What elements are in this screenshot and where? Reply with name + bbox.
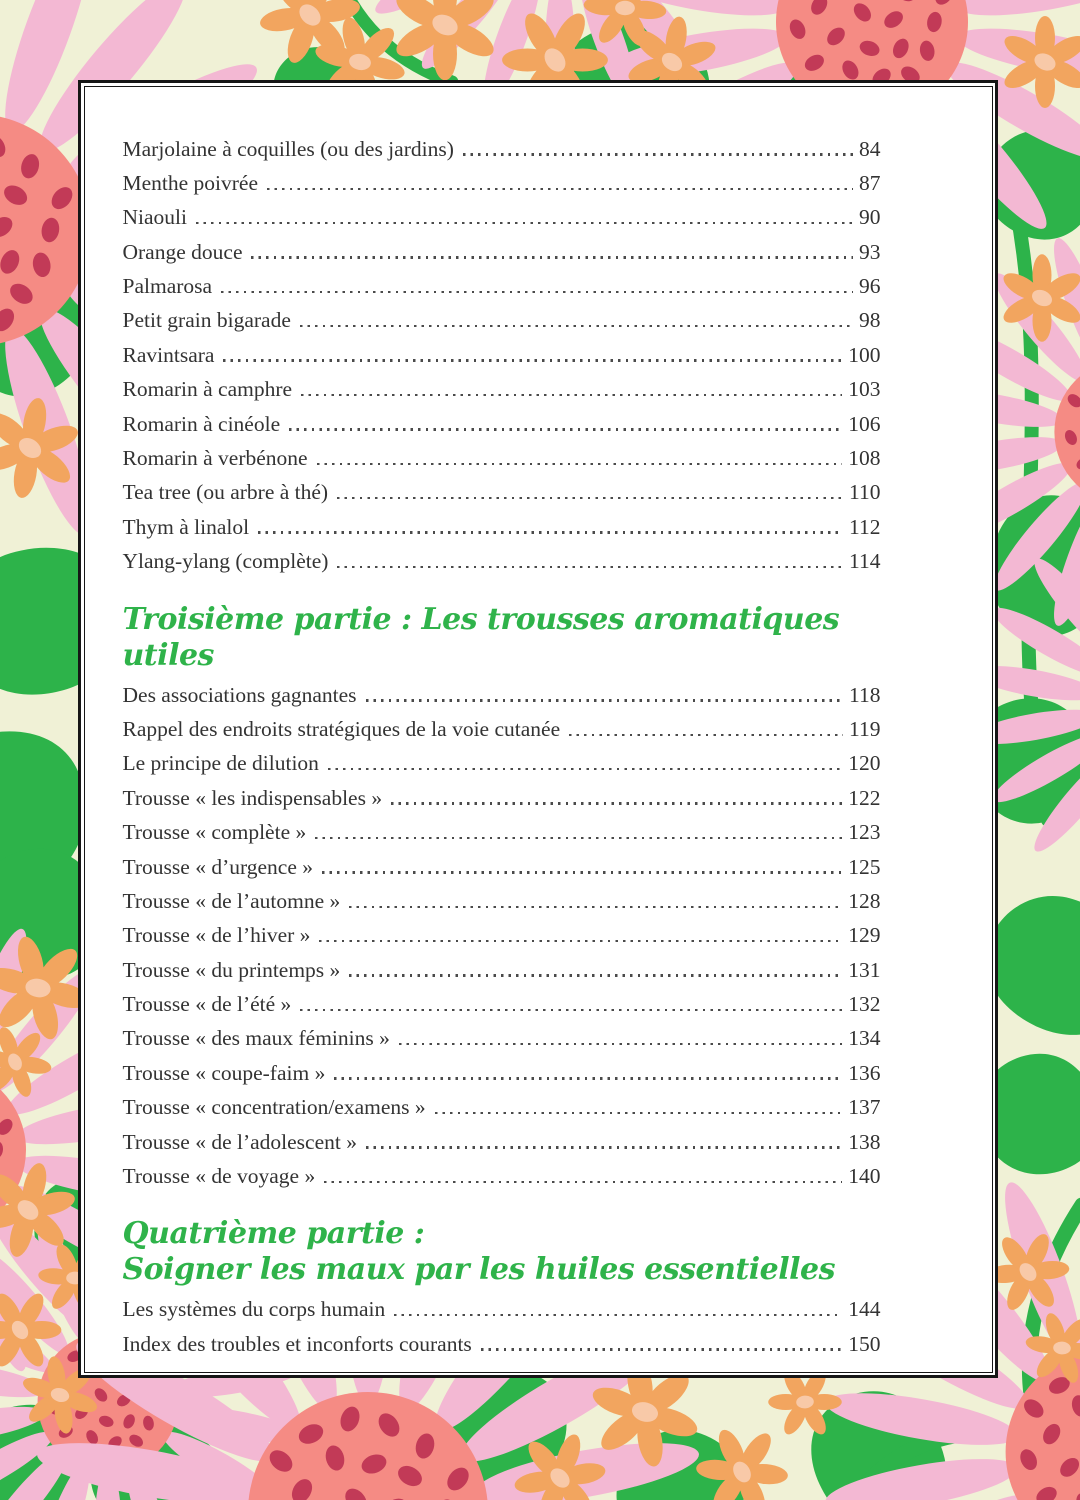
entry-title: Trousse « des maux féminins »: [122, 1026, 390, 1051]
entry-title: Petit grain bigarade: [122, 308, 291, 333]
dot-leader: [481, 1348, 842, 1350]
dot-leader: [317, 463, 843, 465]
toc-entry: [123, 918, 881, 952]
dot-leader: [324, 1181, 842, 1183]
table-of-contents: [123, 132, 881, 1362]
toc-entry: [123, 987, 881, 1021]
toc-entry: [123, 510, 881, 544]
dot-leader: [391, 802, 842, 804]
toc-entry: [123, 781, 881, 815]
dot-leader: [251, 256, 853, 258]
toc-entry: [123, 712, 881, 746]
toc-entry: [123, 1021, 881, 1055]
entry-title: Les systèmes du corps humain: [122, 1297, 386, 1322]
entry-page-number: 106: [848, 411, 881, 436]
toc-entry: [123, 1159, 881, 1193]
entry-title: Trousse « concentration/examens »: [122, 1095, 426, 1120]
dot-leader: [258, 531, 843, 533]
entry-page-number: 108: [848, 446, 881, 471]
toc-entry: [123, 544, 881, 578]
toc-entry: [123, 1327, 881, 1361]
toc-section: [123, 132, 881, 579]
entry-title: Ylang-ylang (complète): [122, 549, 329, 574]
dot-leader: [399, 1043, 842, 1045]
entry-page-number: 118: [849, 682, 881, 707]
entry-title: Menthe poivrée: [122, 170, 259, 195]
toc-entry: [123, 678, 881, 712]
entry-page-number: 110: [849, 480, 881, 505]
dot-leader: [366, 1146, 842, 1148]
entry-page-number: 93: [859, 239, 881, 264]
entry-page-number: 103: [848, 377, 881, 402]
entry-page-number: 138: [848, 1129, 881, 1154]
toc-entry: [123, 372, 881, 406]
entry-page-number: 140: [848, 1164, 881, 1189]
entry-page-number: 134: [848, 1026, 881, 1051]
dot-leader: [569, 734, 843, 736]
toc-entry: [123, 200, 881, 234]
entry-title: Trousse « les indispensables »: [122, 785, 383, 810]
toc-entry: [123, 166, 881, 200]
entry-page-number: 131: [848, 957, 881, 982]
entry-page-number: 96: [859, 274, 881, 299]
entry-title: Le principe de dilution: [122, 751, 319, 776]
entry-title: Romarin à camphre: [122, 377, 293, 402]
toc-rows: [123, 678, 881, 1194]
dot-leader: [301, 394, 842, 396]
toc-entry: [123, 441, 881, 475]
entry-title: Rappel des endroits stratégiques de la voie cutanée: [122, 716, 561, 741]
entry-title: Thym à linalol: [122, 514, 250, 539]
dot-leader: [328, 768, 842, 770]
entry-title: Marjolaine à coquilles (ou des jardins): [122, 136, 454, 161]
toc-page-inner: [84, 86, 993, 1373]
section-heading-line: Soigner les maux par les huiles essentielles: [122, 1252, 836, 1288]
section-heading-line: Quatrième partie :: [122, 1216, 425, 1252]
entry-title: Trousse « du printemps »: [122, 957, 341, 982]
entry-title: Trousse « de l’hiver »: [122, 923, 311, 948]
entry-title: Niaouli: [122, 205, 187, 230]
toc-page: [78, 80, 998, 1378]
toc-section: [123, 602, 881, 1194]
toc-entry: [123, 1292, 881, 1326]
toc-entry: [123, 235, 881, 269]
entry-page-number: 90: [859, 205, 881, 230]
toc-section: [123, 1216, 881, 1361]
dot-leader: [366, 699, 843, 701]
dot-leader: [196, 222, 853, 224]
entry-page-number: 122: [848, 785, 881, 810]
toc-entry: [123, 1090, 881, 1124]
toc-entry: [123, 850, 881, 884]
dot-leader: [349, 906, 842, 908]
entry-title: Trousse « de l’automne »: [122, 888, 341, 913]
entry-page-number: 136: [848, 1060, 881, 1085]
entry-title: Trousse « d’urgence »: [122, 854, 313, 879]
entry-title: Trousse « complète »: [122, 820, 307, 845]
dot-leader: [315, 837, 842, 839]
entry-title: Orange douce: [122, 239, 243, 264]
dot-leader: [289, 428, 842, 430]
dot-leader: [267, 188, 853, 190]
entry-title: Index des troubles et inconforts courants: [122, 1331, 472, 1356]
dot-leader: [300, 1009, 842, 1011]
entry-title: Tea tree (ou arbre à thé): [122, 480, 329, 505]
dot-leader: [322, 871, 842, 873]
entry-page-number: 129: [848, 923, 881, 948]
entry-title: Trousse « coupe-faim »: [122, 1060, 326, 1085]
entry-title: Trousse « de voyage »: [122, 1164, 316, 1189]
entry-page-number: 125: [848, 854, 881, 879]
entry-page-number: 87: [859, 170, 881, 195]
entry-page-number: 123: [848, 820, 881, 845]
entry-page-number: 98: [859, 308, 881, 333]
entry-page-number: 120: [848, 751, 881, 776]
toc-entry: [123, 815, 881, 849]
dot-leader: [300, 325, 853, 327]
toc-entry: [123, 269, 881, 303]
entry-page-number: 144: [848, 1297, 881, 1322]
dot-leader: [435, 1112, 843, 1114]
toc-rows: [123, 1292, 881, 1361]
toc-entry: [123, 1125, 881, 1159]
entry-page-number: 100: [848, 342, 881, 367]
dot-leader: [319, 940, 842, 942]
toc-entry: [123, 338, 881, 372]
entry-page-number: 132: [848, 992, 881, 1017]
dot-leader: [221, 291, 853, 293]
dot-leader: [463, 153, 853, 155]
entry-page-number: 112: [849, 514, 881, 539]
toc-entry: [123, 884, 881, 918]
entry-page-number: 119: [849, 716, 881, 741]
entry-title: Ravintsara: [122, 342, 215, 367]
dot-leader: [334, 1077, 842, 1079]
toc-entry: [123, 132, 881, 166]
toc-entry: [123, 407, 881, 441]
entry-title: Romarin à cinéole: [122, 411, 281, 436]
entry-title: Trousse « de l’été »: [122, 992, 292, 1017]
entry-title: Trousse « de l’adolescent »: [122, 1129, 357, 1154]
toc-entry: [123, 475, 881, 509]
entry-title: Des associations gagnantes: [122, 682, 357, 707]
toc-rows: [123, 132, 881, 579]
section-heading-line: Troisième partie : Les trousses aromatiques utiles: [122, 601, 840, 673]
dot-leader: [337, 566, 843, 568]
dot-leader: [337, 497, 843, 499]
dot-leader: [349, 974, 842, 976]
entry-page-number: 128: [848, 888, 881, 913]
entry-page-number: 150: [848, 1331, 881, 1356]
toc-entry: [123, 1056, 881, 1090]
entry-title: Palmarosa: [122, 274, 213, 299]
entry-page-number: 114: [849, 549, 881, 574]
section-heading: [123, 1216, 881, 1288]
dot-leader: [223, 359, 842, 361]
toc-entry: [123, 303, 881, 337]
section-heading: [123, 602, 881, 674]
entry-page-number: 137: [848, 1095, 881, 1120]
dot-leader: [394, 1314, 842, 1316]
entry-page-number: 84: [859, 136, 881, 161]
toc-entry: [123, 953, 881, 987]
toc-entry: [123, 746, 881, 780]
entry-title: Romarin à verbénone: [122, 446, 308, 471]
